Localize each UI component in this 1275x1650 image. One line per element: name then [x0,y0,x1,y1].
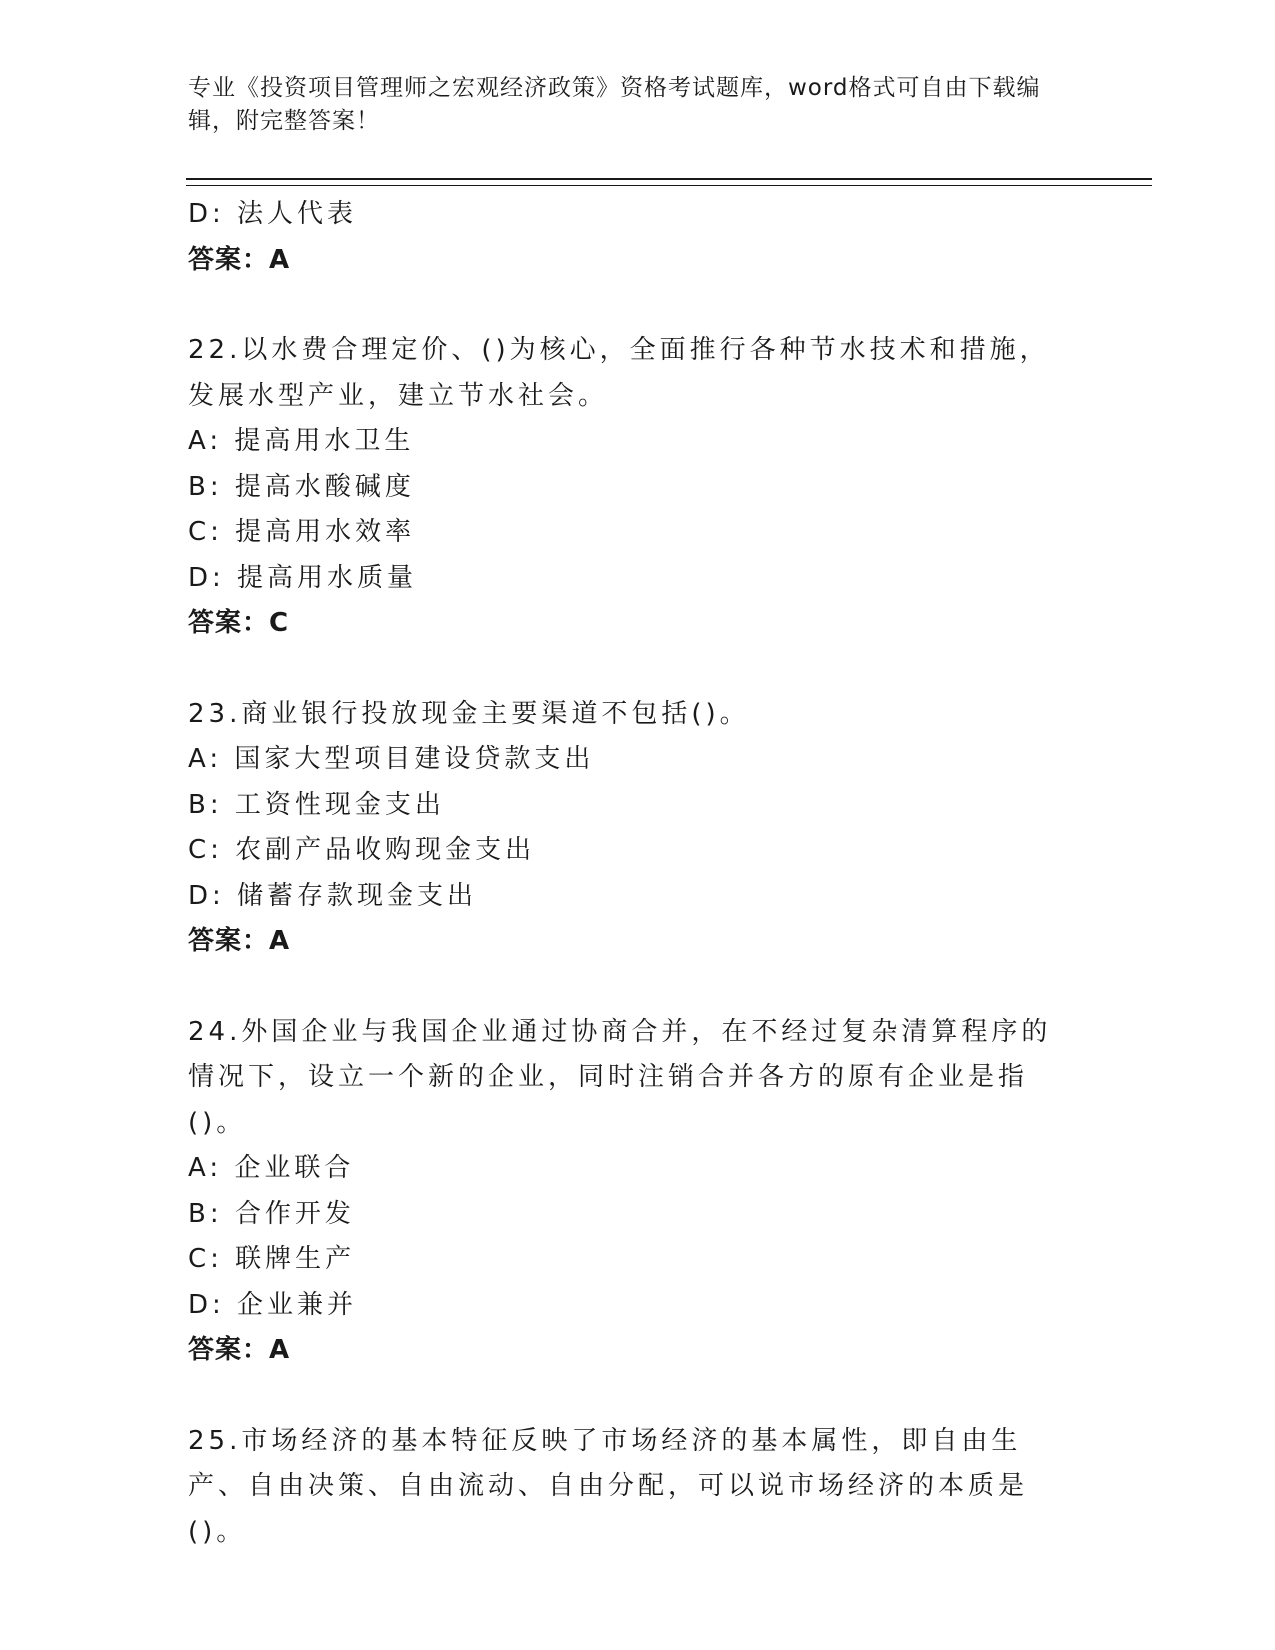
question-24 [188,1010,1088,1374]
question-25 [188,1419,1088,1556]
option-b: B: 合作开发 [188,1198,355,1229]
question-stem: 25.市场经济的基本特征反映了市场经济的基本属性，即自由生产、自由决策、自由流动、自由分配，可以说市场经济的本质是()。 [188,1425,1029,1547]
option-d: D: 提高用水质量 [188,562,418,593]
option-a: A: 企业联合 [188,1153,355,1183]
answer-line: 答案：A [188,1335,291,1365]
question-stem: 22.以水费合理定价、()为核心，全面推行各种节水技术和措施，发展水型产业，建立节水社会。 [188,335,1050,411]
page-header: 专业《投资项目管理师之宏观经济政策》资格考试题库，word格式可自由下载编辑，附完整答案！ [188,75,1041,134]
option-a: A: 提高用水卫生 [188,426,415,456]
answer-line: 答案：A [188,244,291,275]
question-fragment [188,192,1088,283]
question-stem: 23.商业银行投放现金主要渠道不包括()。 [188,698,750,729]
option-c: C: 联牌生产 [188,1244,356,1274]
header-divider-thin [186,185,1152,186]
header-divider-thick [186,178,1152,180]
answer-line: 答案：A [188,926,291,956]
question-23 [188,692,1088,965]
option-c: C: 提高用水效率 [188,517,416,547]
option-d: D: 法人代表 [188,199,358,229]
question-22 [188,328,1088,647]
question-stem: 24.外国企业与我国企业通过协商合并，在不经过复杂清算程序的情况下，设立一个新的企业，同时注销合并各方的原有企业是指()。 [188,1016,1052,1138]
option-c: C: 农副产品收购现金支出 [188,835,536,865]
option-b: B: 工资性现金支出 [188,789,445,820]
option-b: B: 提高水酸碱度 [188,471,415,502]
option-d: D: 企业兼并 [188,1289,358,1320]
question-content [188,192,1088,1555]
answer-line: 答案：C [188,608,290,638]
option-d: D: 储蓄存款现金支出 [188,880,478,911]
option-a: A: 国家大型项目建设贷款支出 [188,744,595,774]
